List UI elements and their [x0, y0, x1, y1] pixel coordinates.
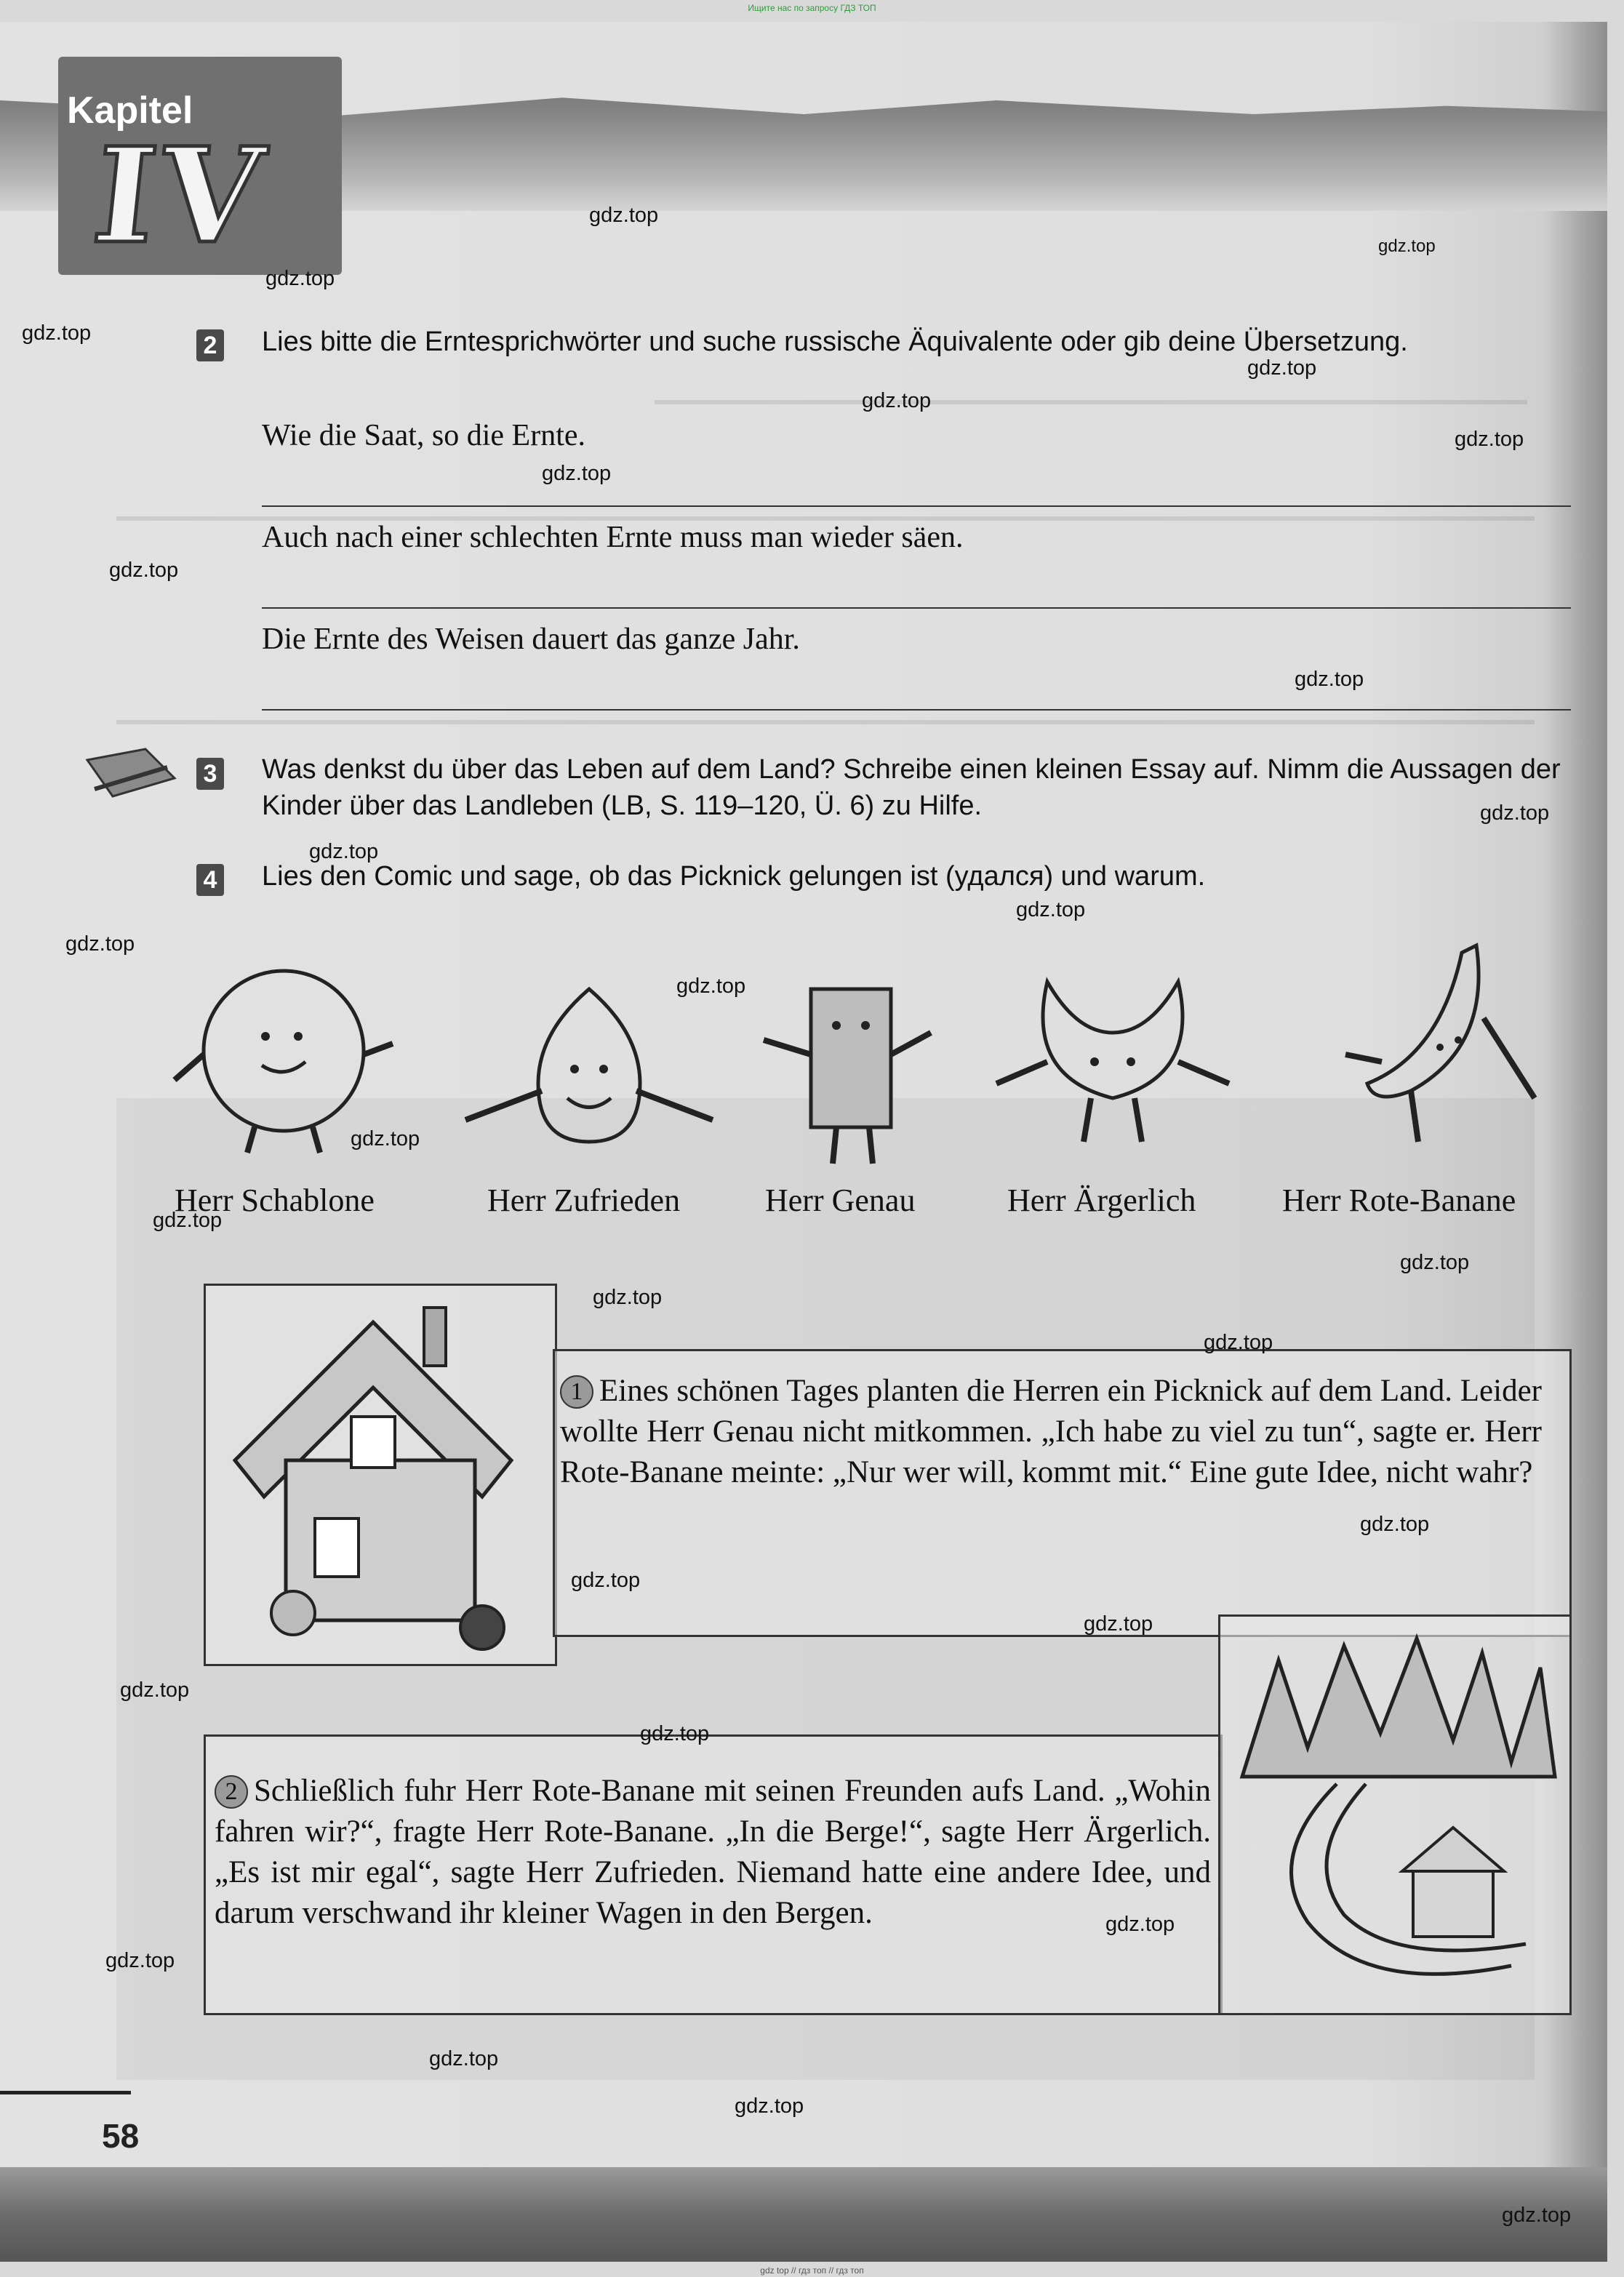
panel-number-2: 2 — [215, 1775, 248, 1809]
watermark-text: gdz.top — [676, 975, 746, 998]
panel-1-story: Eines schönen Tages planten die Herren ein Picknick auf dem Land. Leider wollte Herr Genau nicht mitkommen. „Ich habe zu viel zu tun“, sagte er. Herr Rote-Banane meinte: „Nur wer will, kommt mit.“ Eine gute Idee, nicht wahr? — [560, 1374, 1542, 1489]
show-through-line — [655, 400, 1527, 404]
answer-line — [262, 709, 1571, 711]
panel-number-1: 1 — [560, 1375, 593, 1409]
exercise-2-number: 2 — [196, 329, 224, 361]
proverb-3: Die Ernte des Weisen dauert das ganze Jahr. — [262, 623, 800, 656]
watermark-text: gdz.top — [153, 1209, 223, 1232]
exercise-4-number: 4 — [196, 864, 224, 896]
exercise-3-instruction: Was denkst du über das Leben auf dem Land? Schreibe einen kleinen Essay auf. Nimm die Aussagen der Kinder über das Landleben (LB, S. 119–120, Ü. 6) zu Hilfe. — [262, 754, 1561, 821]
watermark-text: gdz.top — [1084, 1612, 1153, 1636]
exercise-4-instruction: Lies den Comic und sage, ob das Picknick gelungen ist (удался) und warum. — [262, 861, 1206, 892]
torn-footer-band — [0, 2167, 1607, 2262]
watermark-text: gdz.top — [1105, 1913, 1175, 1936]
watermark-text: gdz.top — [351, 1127, 420, 1150]
house-drawing — [206, 1286, 555, 1664]
watermark-text: gdz.top — [1400, 1251, 1470, 1274]
watermark-text: gdz.top — [1247, 356, 1317, 380]
exercise-3-number: 3 — [196, 758, 224, 790]
herr-genau-drawing — [749, 975, 938, 1178]
watermark-text: gdz.top — [109, 559, 179, 582]
watermark-text: gdz.top — [309, 840, 379, 863]
mountains-road-drawing — [1220, 1617, 1569, 2013]
watermark-text: gdz.top — [105, 1949, 175, 1972]
watermark-text: gdz.top — [589, 204, 659, 227]
page-number: 58 — [102, 2117, 140, 2155]
herr-zufrieden-drawing — [451, 982, 727, 1171]
comic-panel-2-picture — [1218, 1614, 1572, 2015]
panel-2-story: Schließlich fuhr Herr Rote-Banane mit seinen Freunden aufs Land. „Wohin fahren wir?“, fragte Herr Rote-Banane. „In die Berge!“, sagte Herr Ärgerlich. „Es ist mir egal“, sagte Herr Zufrieden. Niemand hatte eine andere Idee, und darum verschwand ihr kleiner Wagen in den Bergen. — [215, 1774, 1211, 1930]
proverb-2: Auch nach einer schlechten Ernte muss man wieder säen. — [262, 521, 964, 554]
herr-rote-banane-drawing — [1331, 938, 1549, 1156]
exercise-2-instruction: Lies bitte die Erntesprichwörter und suche russische Äquivalente oder gib deine Übersetzung. — [262, 327, 1408, 357]
watermark-text: gdz.top — [1378, 236, 1436, 256]
textbook-page — [0, 22, 1607, 2262]
watermark-text: gdz.top — [1360, 1513, 1430, 1536]
watermark-text: gdz.top — [862, 389, 932, 412]
character-name: Herr Genau — [765, 1182, 916, 1218]
watermark-text: gdz.top — [429, 2047, 499, 2070]
watermark-text: gdz.top — [65, 932, 135, 956]
watermark-text: gdz.top — [120, 1678, 190, 1702]
comic-panel-2-text — [215, 1771, 1211, 1934]
character-name: Herr Schablone — [175, 1182, 375, 1218]
watermark-text: gdz.top — [1016, 898, 1086, 921]
watermark-text: gdz.top — [735, 2094, 804, 2118]
bottom-note: gdz top // гдз топ // гдз топ — [760, 2265, 864, 2276]
character-name: Herr Rote-Banane — [1282, 1182, 1516, 1218]
watermark-text: gdz.top — [1502, 2204, 1572, 2227]
watermark-text: gdz.top — [1204, 1331, 1273, 1354]
character-name: Herr Ärgerlich — [1007, 1182, 1196, 1218]
comic-panel-1-picture — [204, 1284, 557, 1666]
watermark-text: gdz.top — [22, 321, 92, 345]
pencil-notebook-icon — [80, 738, 189, 811]
watermark-text: gdz.top — [542, 462, 612, 485]
show-through-line — [116, 720, 1535, 724]
page-edge-rule — [0, 2091, 131, 2094]
character-name: Herr Zufrieden — [487, 1182, 681, 1218]
watermark-text: gdz.top — [1455, 428, 1524, 451]
comic-panel-1-text — [560, 1371, 1542, 1493]
chapter-numeral: IV — [86, 119, 275, 273]
watermark-text: gdz.top — [1480, 801, 1550, 825]
proverb-1: Wie die Saat, so die Ernte. — [262, 419, 585, 452]
chapter-label: Kapitel — [67, 89, 193, 132]
watermark-text: gdz.top — [593, 1286, 663, 1309]
watermark-text: gdz.top — [640, 1722, 710, 1745]
watermark-text: gdz.top — [571, 1569, 641, 1592]
answer-line — [262, 607, 1571, 609]
watermark-text: gdz.top — [1295, 668, 1364, 691]
herr-aergerlich-drawing — [982, 960, 1244, 1171]
top-note: Ищите нас по запросу ГДЗ ТОП — [748, 3, 876, 13]
watermark-text: gdz.top — [265, 267, 335, 290]
answer-line — [262, 505, 1571, 507]
